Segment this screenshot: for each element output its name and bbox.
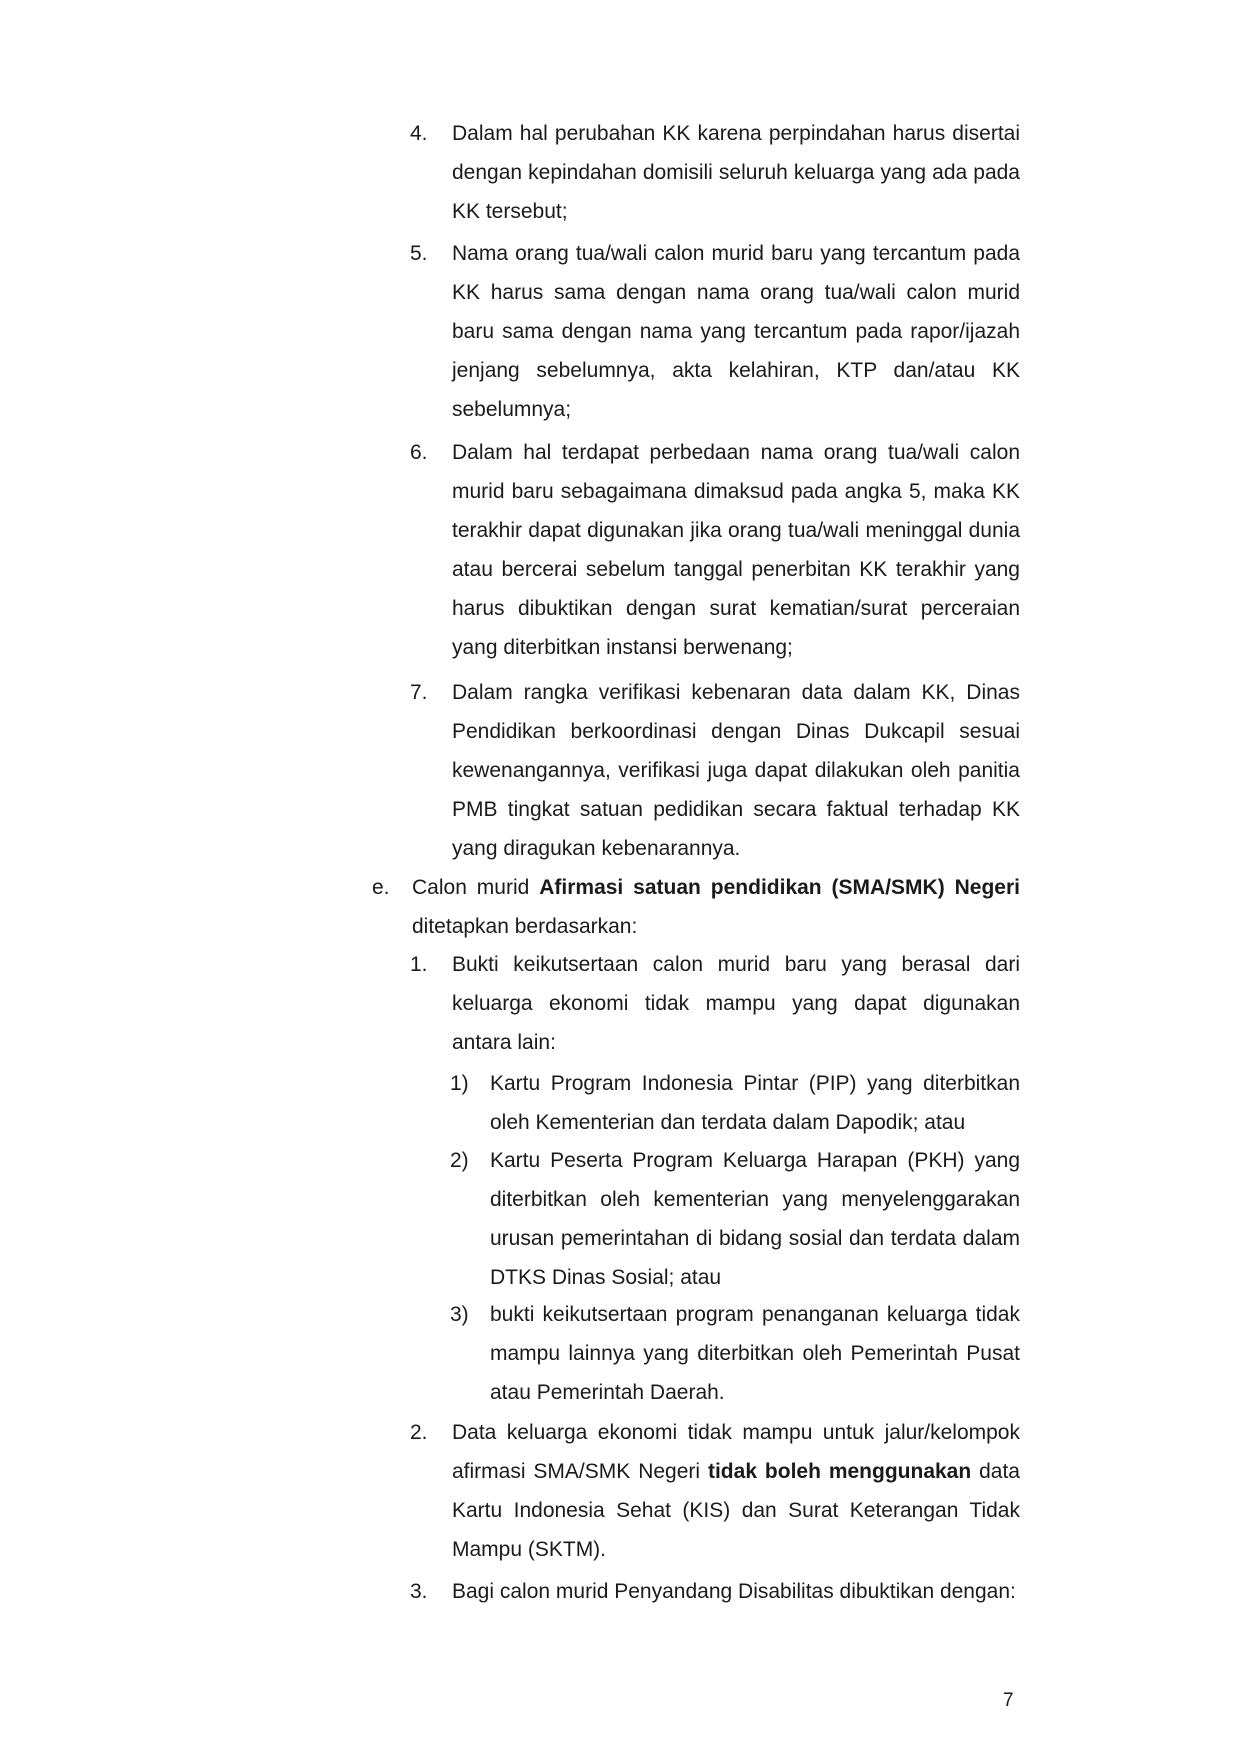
sub-item-text: Kartu Peserta Program Keluarga Harapan (PKH) yang diterbitkan oleh kementerian yang menyelenggarakan urusan pemerintahan di bidang sosial dan terdata dalam DTKS Dinas Sosial; atau [490, 1149, 1020, 1289]
list-item-text: Nama orang tua/wali calon murid baru yang tercantum pada KK harus sama dengan nama orang tua/wali calon murid baru sama dengan nama yang tercantum pada rapor/ijazah jenjang sebelumnya, akta kelahiran, KTP dan/atau KK sebelumnya; [452, 242, 1020, 421]
sub-item-1 [450, 1064, 1020, 1142]
list-item-number: 3. [410, 1580, 428, 1603]
list-item-number: 5. [410, 242, 428, 265]
list-item-4 [410, 114, 1020, 231]
e-item-2-text-bold: tidak boleh menggunakan [707, 1460, 972, 1483]
list-item-text: Dalam rangka verifikasi kebenaran data dalam KK, Dinas Pendidikan berkoordinasi dengan Dinas Dukcapil sesuai kewenangannya, verifikasi juga dapat dilakukan oleh panitia PMB tingkat satuan pedidikan secara faktual terhadap KK yang diragukan kebenarannya. [452, 681, 1020, 860]
list-item-7 [410, 673, 1020, 868]
list-item-number: 2. [410, 1421, 428, 1444]
sub-item-text: Kartu Program Indonesia Pintar (PIP) yang diterbitkan oleh Kementerian dan terdata dalam Dapodik; atau [490, 1072, 1020, 1134]
list-item-number: 1. [410, 953, 428, 976]
section-letter: e. [372, 876, 390, 899]
section-e-text-before: Calon murid [412, 876, 540, 899]
list-item-number: 6. [410, 441, 428, 464]
list-item-text [452, 1413, 1020, 1569]
list-item-text: Dalam hal terdapat perbedaan nama orang tua/wali calon murid baru sebagaimana dimaksud pada angka 5, maka KK terakhir dapat digunakan jika orang tua/wali meninggal dunia atau bercerai sebelum tanggal penerbitan KK terakhir yang harus dibuktikan dengan surat kematian/surat perceraian yang diterbitkan instansi berwenang; [452, 441, 1020, 659]
list-item-text: Bukti keikutsertaan calon murid baru yang berasal dari keluarga ekonomi tidak mampu yang dapat digunakan antara lain: [452, 953, 1020, 1054]
e-item-2-text-after: data Kartu Indonesia Sehat (KIS) dan Surat Keterangan Tidak Mampu (SKTM). [452, 1460, 1020, 1561]
list-item-5 [410, 234, 1020, 429]
sub-item-number: 2) [450, 1149, 469, 1172]
sub-item-number: 1) [450, 1072, 469, 1095]
list-item-text: Bagi calon murid Penyandang Disabilitas dibuktikan dengan: [452, 1580, 1016, 1603]
section-e-text [412, 868, 1020, 946]
list-item-text: Dalam hal perubahan KK karena perpindahan harus disertai dengan kepindahan domisili seluruh keluarga yang ada pada KK tersebut; [452, 122, 1020, 223]
section-e-text-after: ditetapkan berdasarkan: [412, 915, 638, 938]
list-item-number: 4. [410, 122, 428, 145]
page-number: 7 [1003, 1690, 1014, 1711]
sub-item-3 [450, 1295, 1020, 1412]
list-item-number: 7. [410, 681, 428, 704]
sub-item-2 [450, 1141, 1020, 1297]
section-e [372, 868, 1020, 946]
section-e-item-2 [410, 1413, 1020, 1569]
section-e-text-bold: Afirmasi satuan pendidikan (SMA/SMK) Negeri [539, 876, 1020, 899]
sub-item-number: 3) [450, 1303, 469, 1326]
e-item-2-text-before: Data keluarga ekonomi tidak mampu untuk jalur/kelompok afirmasi SMA/SMK Negeri [452, 1421, 1020, 1483]
sub-item-text: bukti keikutsertaan program penanganan keluarga tidak mampu lainnya yang diterbitkan oleh Pemerintah Pusat atau Pemerintah Daerah. [490, 1303, 1020, 1404]
list-item-6 [410, 433, 1020, 667]
section-e-item-1 [410, 945, 1020, 1062]
section-e-item-3 [410, 1572, 1020, 1611]
